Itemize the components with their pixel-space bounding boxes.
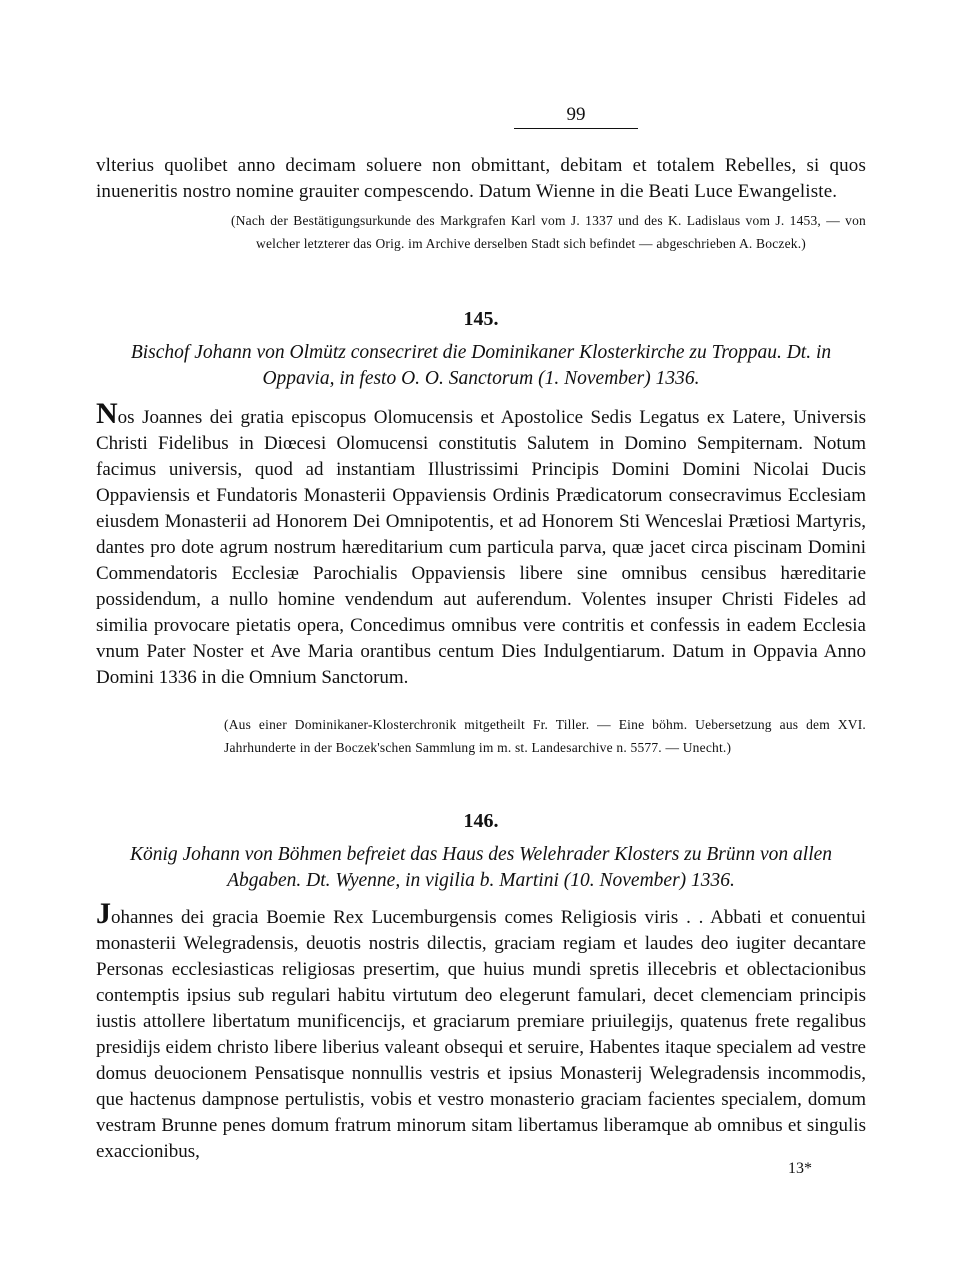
- continuation-text: vlterius quolibet anno decimam soluere non obmittant, debitam et totalem Rebelles, si quos inueneritis nostro nomine grauiter compescendo. Datum Wienne in die Beati Luce Ewangeliste.: [96, 155, 866, 202]
- signature-mark: 13*: [788, 1160, 812, 1177]
- doc-145-note: (Aus einer Dominikaner-Klosterchronik mitgetheilt Fr. Tiller. — Eine böhm. Uebersetzung aus dem XVI. Jahrhunderte in der Boczek'schen Sammlung im m. st. Landesarchive n. 5577. — Unecht.): [224, 717, 866, 755]
- doc-145-initial: N: [96, 397, 118, 430]
- continuation-note: (Nach der Bestätigungsurkunde des Markgrafen Karl vom J. 1337 und des K. Ladislaus vom J. 1453, — von welcher letzterer das Orig. im Archive derselben Stadt sich befindet — abgeschrieben A. Boczek.): [231, 213, 866, 251]
- doc-145-body: [96, 397, 866, 691]
- header-rule: [514, 128, 638, 129]
- doc-146-number: 146.: [463, 810, 499, 832]
- doc-146-text: ohannes dei gracia Boemie Rex Lucemburgensis comes Religiosis viris . . Abbati et conuentui monasterii Welegradensis, deuotis nostris dilectis, graciam regiam et laudes deo iugiter decantare Personas ecclesiasticas religiosas presertim, que huius mundi spretis illecebris et oblectacionibus contemptis ipsius sub regulari habitu virtutum deo elegerunt famulari, decet clemenciam principis iustis attollere libertatum munificencijs, et graciarum premiare priuilegijs, quatenus frete regalibus presidijs eidem christo libere liberius valeant obsequi et seruire, Habentes itaque specialem ad vestre domus deuocionem Pensatisque nonnullis vestris et ipsius Monasterij Welegradensis incommodis, que hactenus dampnose pertulistis, vobis et vestro monasterio graciam facientes specialem, domum vestram Brunne penes domum fratrum minorum sitam libertamus liberamque ab omnibus et singulis exaccionibus,: [96, 907, 866, 1162]
- doc-145-number: 145.: [463, 308, 499, 330]
- page-number: 99: [566, 104, 586, 125]
- doc-146-initial: J: [96, 897, 111, 930]
- doc-145-title: Bischof Johann von Olmütz consecriret die Dominikaner Klosterkirche zu Troppau. Dt. in Oppavia, in festo O. O. Sanctorum (1. November) 1336.: [130, 342, 832, 389]
- doc-145-text: os Joannes dei gratia episcopus Olomucensis et Apostolice Sedis Legatus ex Latere, Universis Christi Fidelibus in Diœcesi Olomucensi constitutis Salutem in Domino Sempiternam. Notum facimus universis, quod ad instantiam Illustrissimi Principis Domini Domini Nicolai Ducis Oppaviensis et Fundatoris Monasterii Oppaviensis Ordinis Prædicatorum consecravimus Ecclesiam eiusdem Monasterii ad Honorem Dei Omnipotentis, et ad Honorem Sti Wenceslai Prætiosi Martyris, dantes pro dote agrum nostrum hæreditarium cum particula parva, quæ jacet circa piscinam Domini Commendatoris Ecclesiæ Parochialis Oppaviensis libere sine omnibus censibus hæreditarie possidendum, a nullo homine vendendum aut auferendum. Volentes insuper Christi Fideles ad similia provocare pietatis opera, Concedimus omnibus vere contritis et confessis in eadem Ecclesia vnum Pater Noster et Ave Maria orantibus centum Dies Indulgentiarum. Datum in Oppavia Anno Domini 1336 in die Omnium Sanctorum.: [96, 407, 866, 688]
- doc-146-body: [96, 897, 866, 1165]
- doc-146-title: König Johann von Böhmen befreiet das Haus des Welehrader Klosters zu Brünn von allen Abgaben. Dt. Wyenne, in vigilia b. Martini (10. November) 1336.: [129, 844, 833, 891]
